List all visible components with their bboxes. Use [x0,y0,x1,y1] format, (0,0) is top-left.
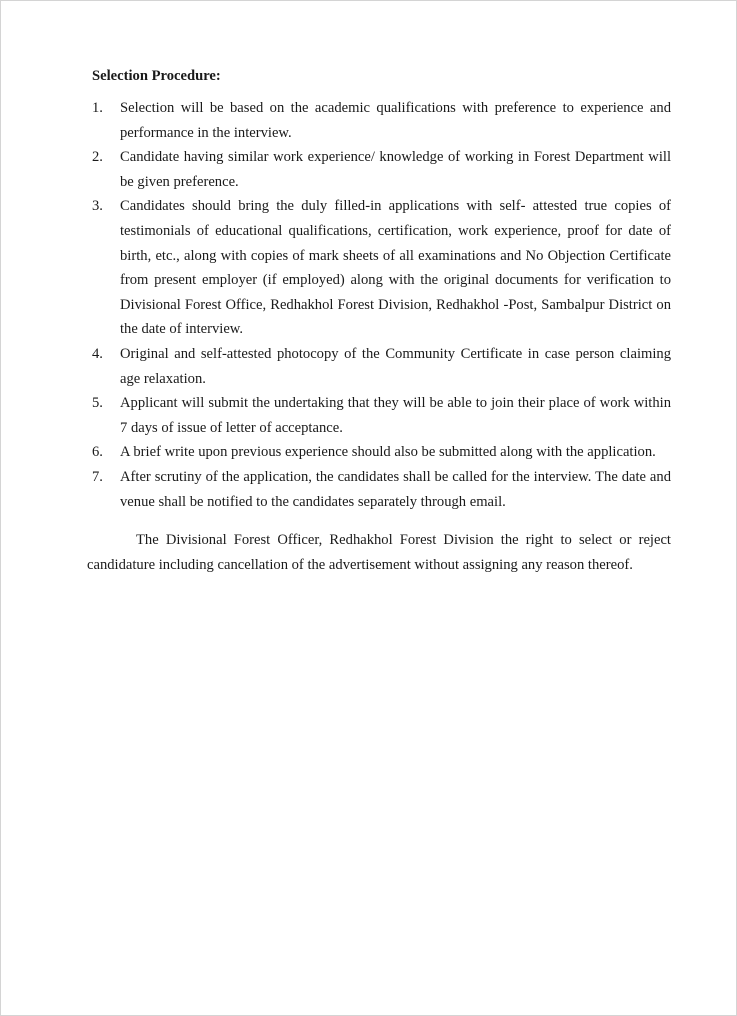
item-number: 7. [92,468,103,485]
document-body [87,65,671,577]
list-item [87,96,671,145]
section-heading: Selection Procedure: [92,68,221,84]
item-text: Applicant will submit the undertaking that they will be able to join their place of work within 7 days of issue of letter of acceptance. [120,395,671,436]
list-item [87,465,671,514]
item-number: 1. [92,100,103,116]
item-text: Original and self-attested photocopy of the Community Certificate in case person claiming age relaxation. [120,345,671,387]
list-item [87,194,671,342]
list-item [87,391,671,440]
item-number: 4. [92,345,103,362]
item-text: Candidates should bring the duly filled-in applications with self- attested true copies of testimonials of educational qualifications, certification, work experience, proof for date of birth, etc., along with copies of mark sheets of all examinations and No Objection Certificate from present employer (if employed) along with the original documents for verification to Divisional Forest Office, Redhakhol Forest Division, Redhakhol -Post, Sambalpur District on the date of interview. [120,198,671,338]
item-number: 5. [92,395,103,412]
closing-paragraph: The Divisional Forest Officer, Redhakhol Forest Division the right to select or reject candidature including cancellation of the advertisement without assigning any reason thereof. [87,532,671,573]
item-number: 3. [92,198,103,215]
procedure-list [87,96,671,514]
item-number: 6. [92,444,103,461]
item-text: Selection will be based on the academic qualifications with preference to experience and performance in the interview. [120,100,671,141]
list-item [87,342,671,391]
list-item [87,145,671,194]
item-number: 2. [92,149,103,166]
item-text: Candidate having similar work experience/ knowledge of working in Forest Department will be given preference. [120,149,671,190]
item-text: A brief write upon previous experience should also be submitted along with the application. [120,444,656,461]
list-item [87,440,671,465]
item-text: After scrutiny of the application, the candidates shall be called for the interview. The date and venue shall be notified to the candidates separately through email. [120,468,671,510]
